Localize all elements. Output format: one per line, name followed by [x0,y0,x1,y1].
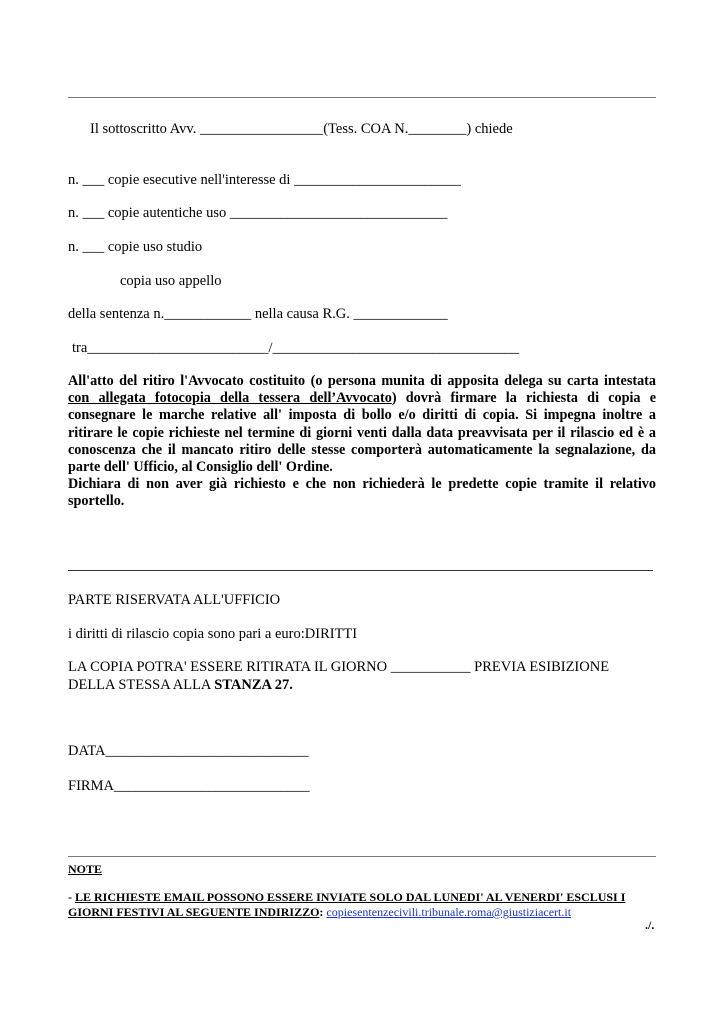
notes-colon: : [319,905,327,919]
pickup-notice-paragraph [68,373,656,511]
intro-line: Il sottoscritto Avv. _________________(Tess. COA N.________) chiede [90,121,513,137]
pickup-line-1: LA COPIA POTRA' ESSERE RITIRATA IL GIORNO ___________ PREVIA ESIBIZIONE [68,659,610,675]
line-sentence: della sentenza n.____________ nella causa R.G. _____________ [68,306,448,322]
line-between-parties: tra_________________________/__________________________________ [72,340,520,356]
notes-dash: - [68,890,75,904]
room-number: STANZA 27. [214,677,293,693]
signature-field: FIRMA___________________________ [68,778,310,794]
top-divider [68,97,656,98]
notice-underlined: con allegata fotocopia della tessera dell’Avvocato [68,390,392,407]
pickup-line-2-prefix: DELLA STESSA ALLA [68,677,215,693]
middle-divider [68,570,653,571]
bottom-divider [68,856,656,857]
notice-part-1: All'atto del ritiro l'Avvocato costituito (o persona munita di apposita delega su carta intestata [68,373,656,389]
line-executive-copies: n. ___ copie esecutive nell'interesse di _______________________ [68,172,461,188]
line-authentic-copies: n. ___ copie autentiche uso ______________________________ [68,205,448,221]
notice-declaration: Dichiara di non aver già richiesto e che non richiederà le predette copie tramite il relativo sportello. [68,476,656,510]
date-field: DATA____________________________ [68,743,309,759]
end-mark: ./. [645,918,655,932]
pickup-line-2 [68,677,293,694]
line-appeal-copy: copia uso appello [120,273,222,289]
notes-email-link[interactable]: copiesentenzecivili.tribunale.roma@giustiziacert.it [326,905,572,919]
notes-email-rule: LE RICHIESTE EMAIL POSSONO ESSERE INVIATE SOLO DAL LUNEDI' AL VENERDI' ESCLUSI I GIORNI FESTIVI AL SEGUENTE INDIRIZZO [68,890,626,919]
notes-text [68,890,640,920]
fees-line: i diritti di rilascio copia sono pari a euro:DIRITTI [68,626,358,642]
line-study-copies: n. ___ copie uso studio [68,239,203,255]
notice-part-3: ) dovrà firmare la richiesta di copia e consegnare le marche relative all' imposta di bollo e/o diritti di copia. Si impegna inoltre a ritirare le copie richieste nel termine di giorni venti dalla data preavvisata per il rilascio ed è a conoscenza che il mancato ritiro delle stesse comporterà automaticamente la segnalazione, da parte dell' Ufficio, al Consiglio dell' Ordine. [68,390,656,476]
office-heading: PARTE RISERVATA ALL'UFFICIO [68,592,281,608]
notes-title: NOTE [68,862,103,876]
